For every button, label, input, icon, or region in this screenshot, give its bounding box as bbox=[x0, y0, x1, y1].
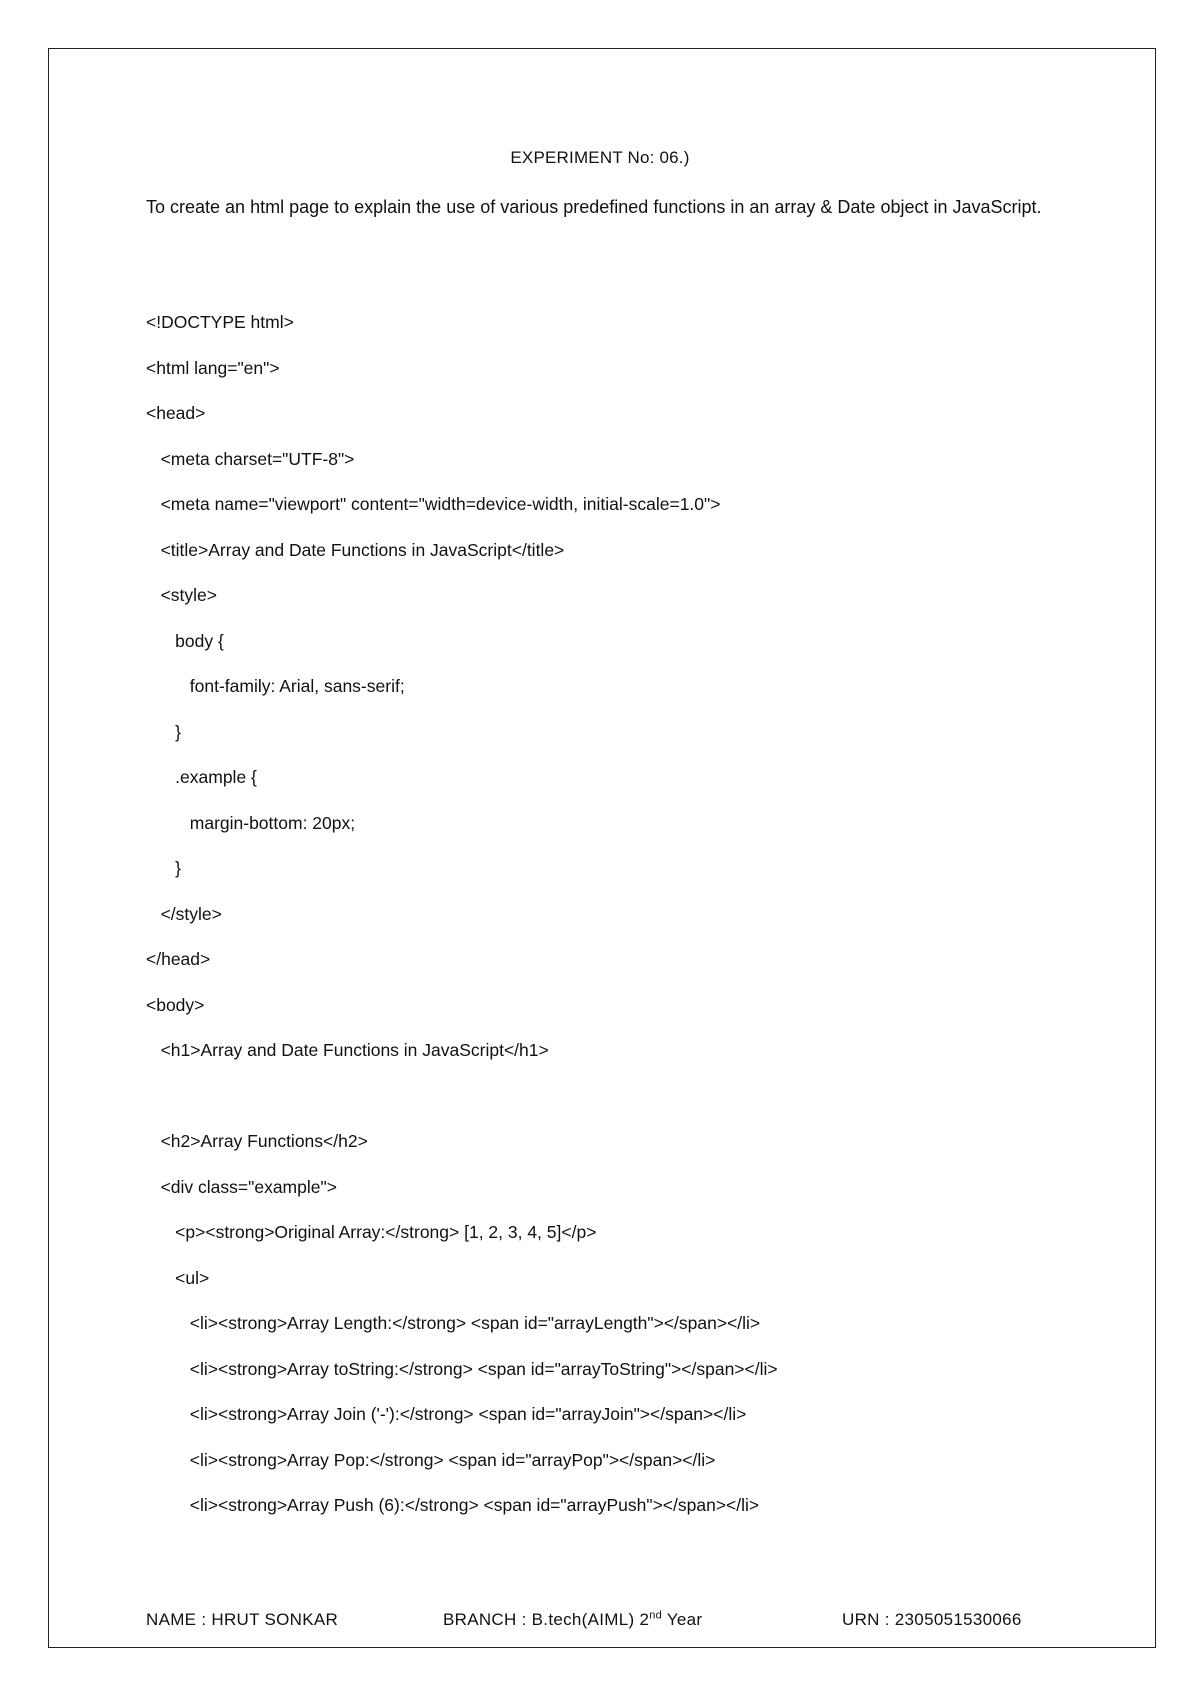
code-line: body { bbox=[146, 630, 224, 651]
footer-branch-superscript: nd bbox=[649, 1609, 663, 1622]
code-line: <meta name="viewport" content="width=device-width, initial-scale=1.0"> bbox=[146, 494, 721, 514]
code-line: .example { bbox=[146, 767, 257, 787]
code-listing bbox=[146, 309, 778, 1538]
footer-branch-prefix: BRANCH : B.tech(AIML) 2 bbox=[443, 1610, 650, 1629]
code-line: </head> bbox=[146, 949, 211, 969]
code-line: <head> bbox=[146, 403, 206, 423]
code-line: <h2>Array Functions</h2> bbox=[146, 1131, 368, 1151]
code-line: } bbox=[146, 721, 182, 742]
experiment-heading: EXPERIMENT No: 06.) bbox=[510, 148, 690, 167]
footer-name: NAME : HRUT SONKAR bbox=[146, 1610, 339, 1629]
code-line: <html lang="en"> bbox=[146, 357, 280, 378]
code-line: <div class="example"> bbox=[146, 1176, 337, 1197]
code-line: <li><strong>Array Push (6):</strong> <span id="arrayPush"></span></li> bbox=[146, 1495, 760, 1515]
footer-branch-suffix: Year bbox=[662, 1610, 703, 1629]
aim-paragraph: To create an html page to explain the use of various predefined functions in an array & Date object in JavaScript. bbox=[146, 197, 1042, 217]
code-line: font-family: Arial, sans-serif; bbox=[146, 676, 405, 696]
code-line: <li><strong>Array Pop:</strong> <span id="arrayPop"></span></li> bbox=[146, 1449, 716, 1470]
code-line: margin-bottom: 20px; bbox=[146, 812, 356, 833]
code-line: <body> bbox=[146, 994, 205, 1015]
code-line: <title>Array and Date Functions in JavaScript</title> bbox=[146, 539, 565, 560]
code-line: <p><strong>Original Array:</strong> [1, 2, 3, 4, 5]</p> bbox=[146, 1222, 597, 1242]
code-line: <li><strong>Array Length:</strong> <span id="arrayLength"></span></li> bbox=[146, 1313, 761, 1333]
code-line: <li><strong>Array toString:</strong> <span id="arrayToString"></span></li> bbox=[146, 1358, 778, 1379]
footer-urn: URN : 2305051530066 bbox=[842, 1610, 1022, 1629]
code-line: <style> bbox=[146, 585, 218, 605]
code-line: </style> bbox=[146, 903, 222, 924]
code-line: <meta charset="UTF-8"> bbox=[146, 448, 355, 469]
code-line: <!DOCTYPE html> bbox=[146, 312, 294, 332]
code-line: <h1>Array and Date Functions in JavaScript</h1> bbox=[146, 1040, 549, 1060]
code-line bbox=[146, 1083, 778, 1129]
footer-branch bbox=[443, 1610, 702, 1630]
code-line: } bbox=[146, 858, 182, 878]
code-line: <ul> bbox=[146, 1267, 210, 1288]
code-line: <li><strong>Array Join ('-'):</strong> <span id="arrayJoin"></span></li> bbox=[146, 1404, 747, 1424]
